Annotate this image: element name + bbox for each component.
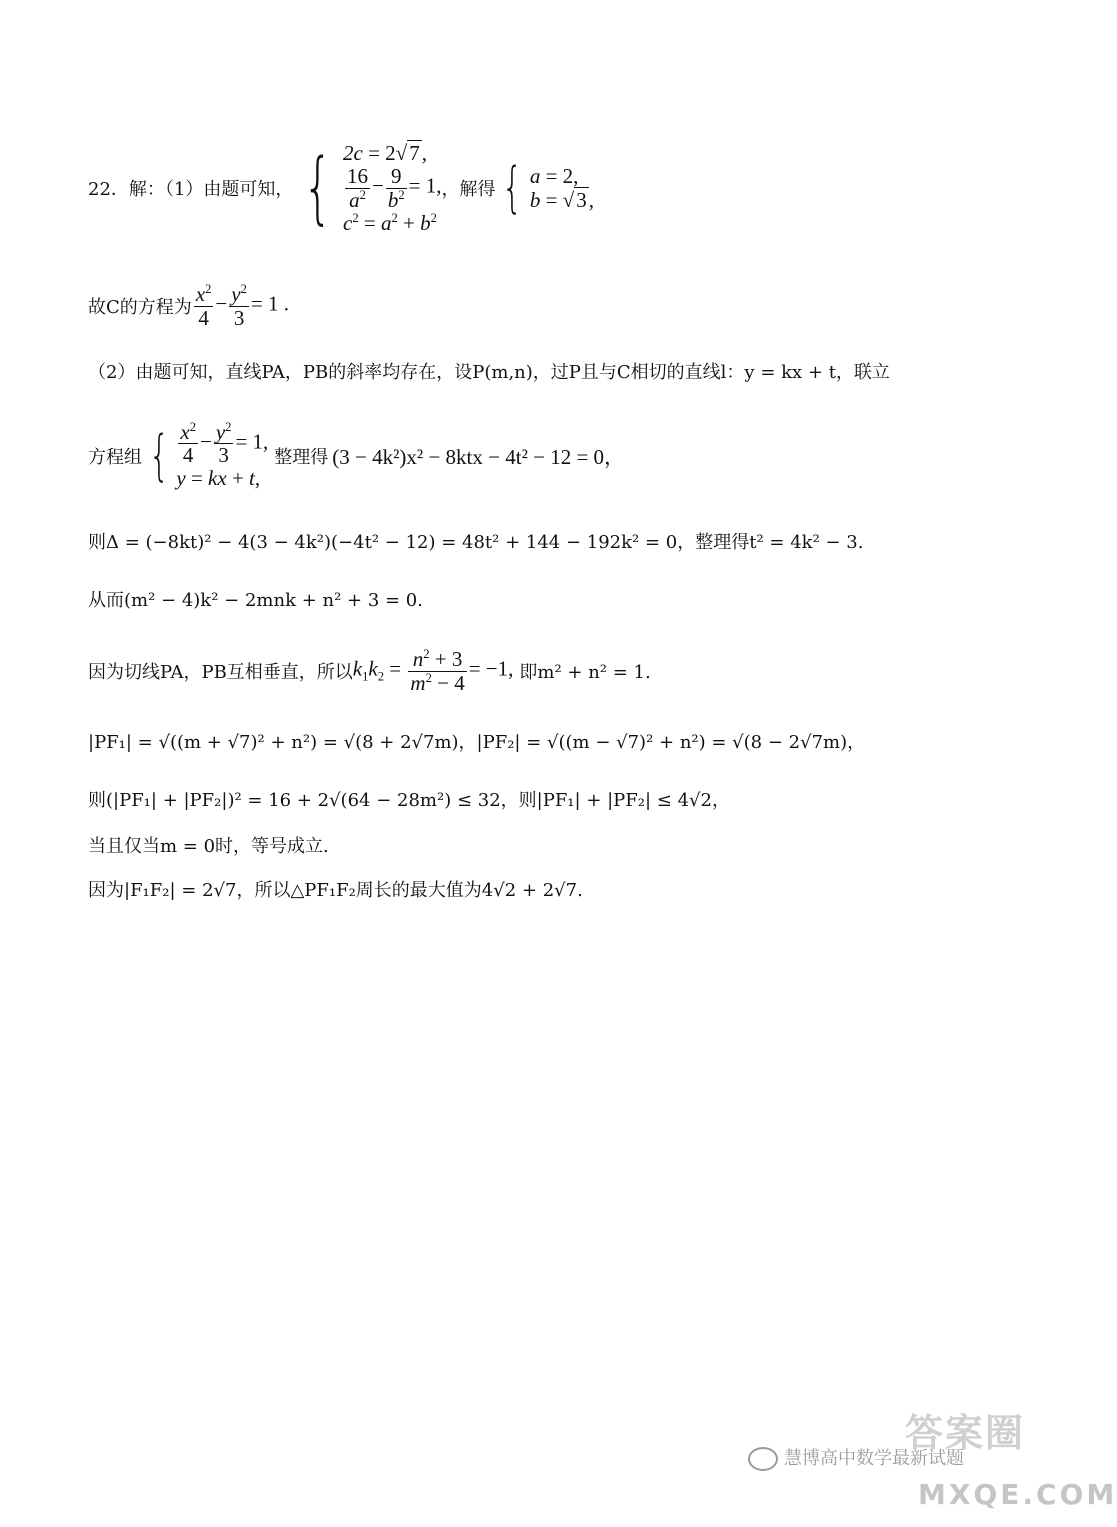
watermark-source: 慧博高中数学最新试题 [748, 1444, 964, 1471]
zhenglide-text: 整理得 [274, 447, 329, 468]
system-equations-2: $\frac{x^2}{4}$ − $\frac{y^2}{3}$ = 1, y = kx + t, [176, 420, 269, 491]
congerline: 从而(m² − 4)k² − 2mnk + n² + 3 = 0. [88, 590, 423, 611]
q22-line-1 [88, 118, 594, 258]
wechat-icon [748, 1447, 778, 1471]
slope-product: $k_1k_2$ = $\frac{n^2 + 3}{m^2 - 4}$ = −1, [352, 647, 514, 695]
distance-line: |PF₁| = √((m + √7)² + n²) = √(8 + 2√7m)，|PF₂| = √((m − √7)² + n²) = √(8 − 2√7m)， [88, 732, 866, 753]
equality-condition: 当且仅当m = 0时，等号成立. [88, 836, 329, 857]
inequality-line: 则(|PF₁| + |PF₂|)² = 16 + 2√(64 − 28m²) ≤ 32，则|PF₁| + |PF₂| ≤ 4√2， [88, 790, 730, 811]
part2-intro: （2）由题可知，直线PA，PB的斜率均存在，设P(m,n)，过P且与C相切的直线l：y = kx + t，联立 [88, 362, 890, 383]
equation-of-c: $\frac{x^2}{4}$ − $\frac{y^2}{3}$ = 1 . [195, 282, 289, 330]
equation-system-line [88, 408, 625, 504]
perpendicular-text: 因为切线PA，PB互相垂直，所以 [88, 662, 353, 683]
system-brace-3: { [148, 424, 170, 487]
quadratic-equation: (3 − 4k²)x² − 8ktx − 4t² − 12 = 0， [332, 445, 626, 469]
perpendicular-line [88, 645, 651, 697]
circle-equation: 即m² + n² = 1. [519, 662, 651, 683]
watermark-logo: 答案圈 [905, 1411, 1026, 1455]
jiede-text: ，解得 [441, 179, 496, 200]
q22-label: 22．解：（1）由题可知， [88, 179, 294, 200]
discriminant-line: 则Δ = (−8kt)² − 4(3 − 4k²)(−4t² − 12) = 48t² + 144 − 192k² = 0，整理得t² = 4k² − 3. [88, 532, 864, 553]
system-brace: { [303, 143, 334, 233]
equation-of-c-text: 故C的方程为 [88, 297, 192, 318]
system-equations-1: 2c = 2√7, $\frac{16}{a^2}$ − $\frac{9}{b^2}$ = 1, $c^2 = a^2 + b^2$ [343, 141, 442, 235]
conclusion-line: 因为|F₁F₂| = 2√7，所以△PF₁F₂周长的最大值为4√2 + 2√7. [88, 880, 583, 901]
fangchengzu-text: 方程组 [88, 447, 142, 468]
system-solution: a = 2, b = √3, [529, 163, 594, 212]
system-brace-2: { [502, 156, 523, 219]
equation-of-c-line [88, 278, 289, 334]
watermark-url: MXQE.COM [918, 1478, 1117, 1511]
